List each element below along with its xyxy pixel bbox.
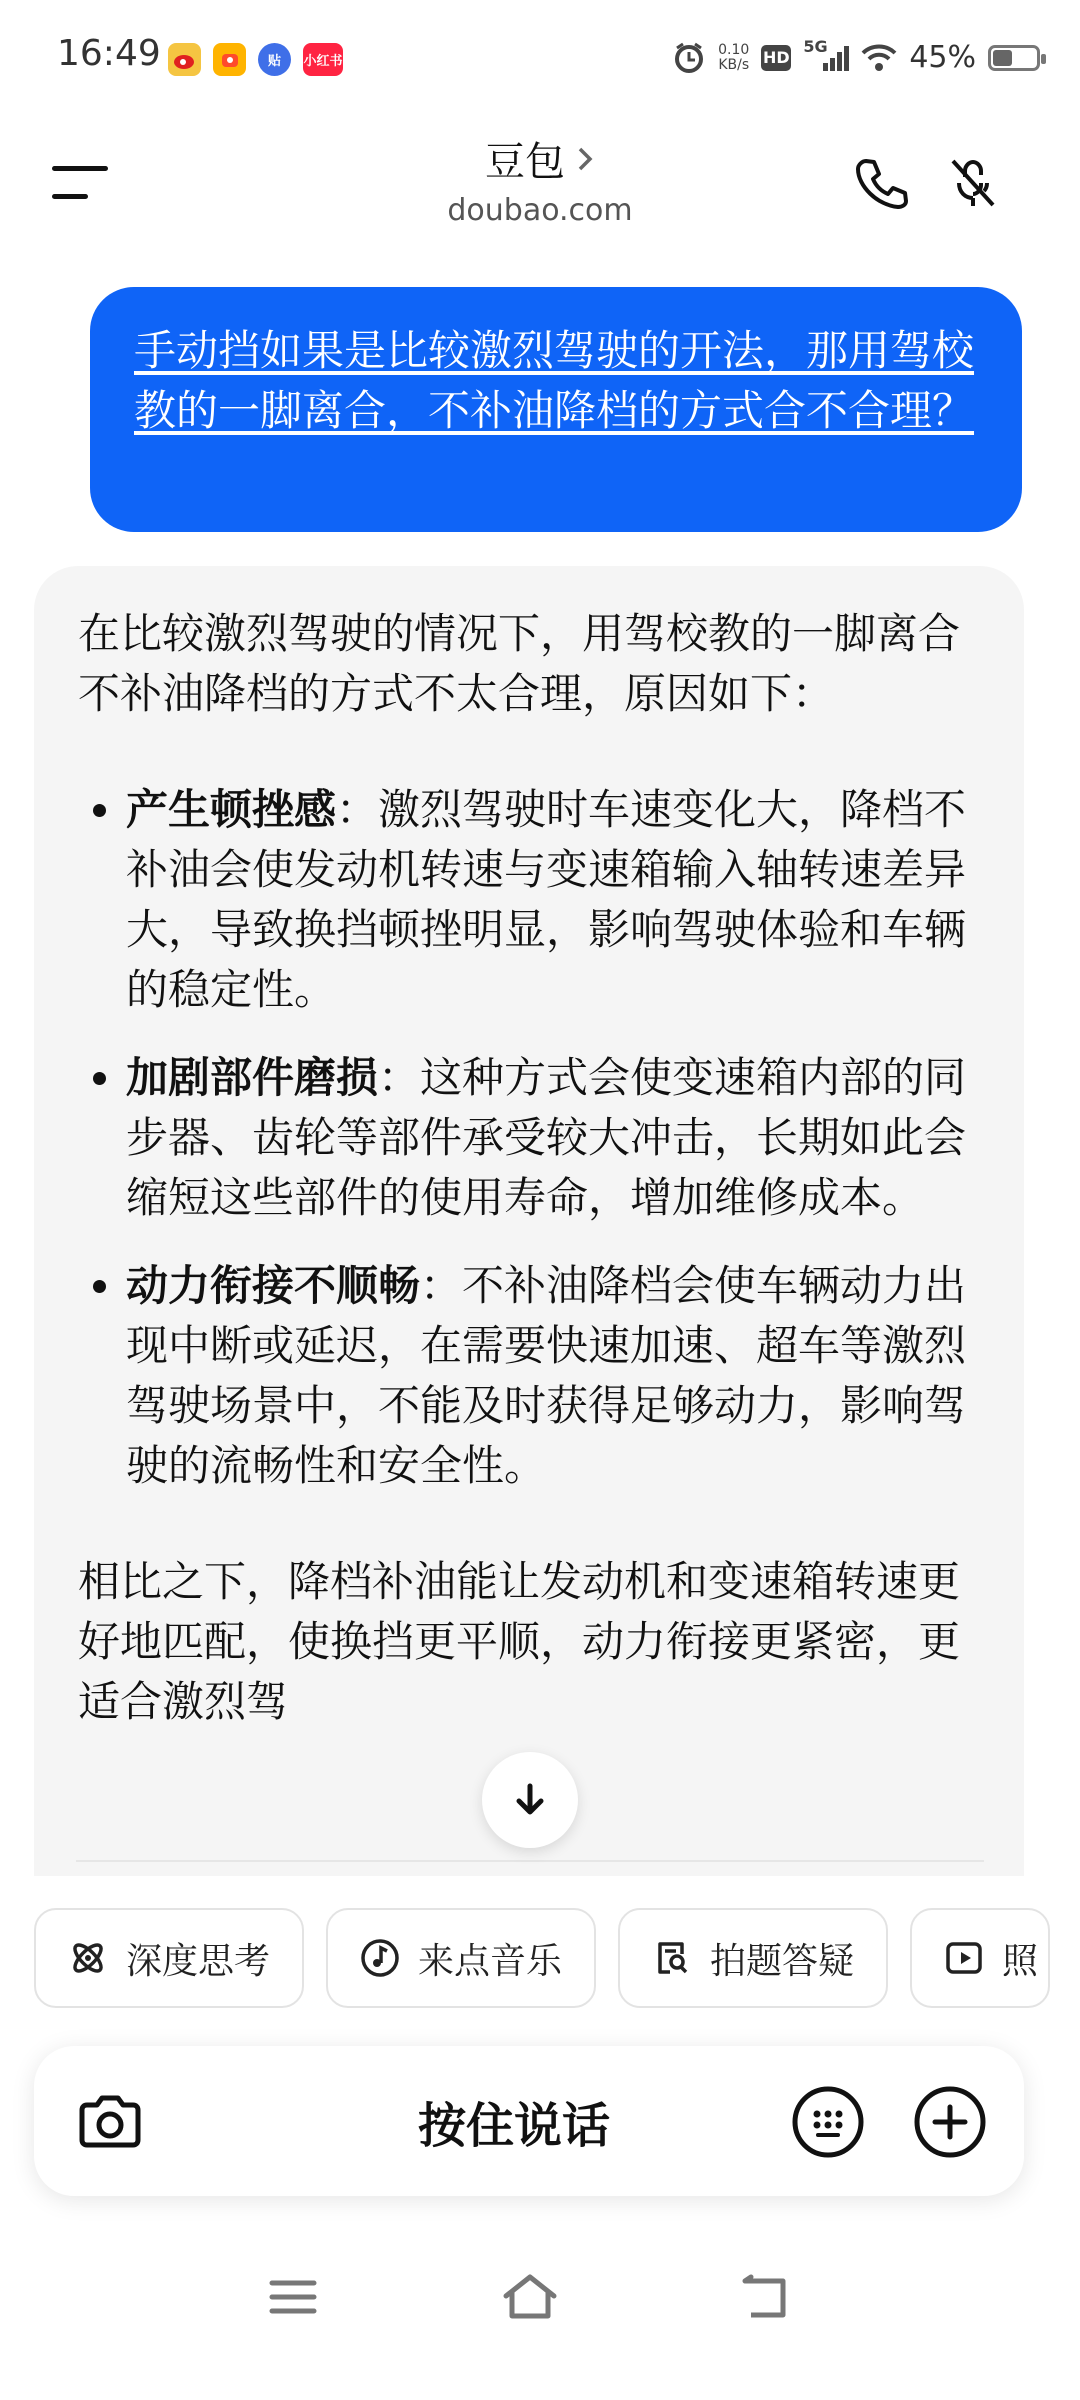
camera-icon[interactable] <box>70 2082 150 2162</box>
nav-menu-icon[interactable] <box>258 2262 328 2332</box>
title-text: 豆包 <box>485 139 565 185</box>
wifi-icon <box>861 44 897 72</box>
play-icon <box>944 1938 984 1978</box>
nav-home-icon[interactable] <box>495 2262 565 2332</box>
nav-back-icon[interactable] <box>730 2262 800 2332</box>
ai-response-card <box>34 566 1024 1876</box>
chip-photo[interactable] <box>910 1908 1050 2008</box>
hold-to-talk-button[interactable]: 按住说话 <box>417 2097 610 2154</box>
chip-label: 来点音乐 <box>418 1940 563 1982</box>
status-app-icons <box>168 43 343 76</box>
status-bar <box>0 0 1080 120</box>
signal-icon <box>803 36 849 73</box>
chip-photo-question[interactable] <box>618 1908 888 2008</box>
point-text: ：不补油降档会使车辆动力出现中断或延迟，在需要快速加速、超车等激烈驾驶场景中，不能及时获得足够动力，影响驾驶的流畅性和安全性。 <box>126 1261 967 1490</box>
divider <box>76 1860 984 1862</box>
chip-label: 拍题答疑 <box>710 1940 855 1982</box>
plus-icon[interactable] <box>912 2084 988 2160</box>
chip-music[interactable] <box>326 1908 596 2008</box>
ai-conclusion: 相比之下，降档补油能让发动机和变速箱转速更好地匹配，使换挡更平顺，动力衔接更紧密，更适合激烈驾 <box>78 1557 961 1726</box>
scroll-down-button[interactable] <box>482 1752 578 1848</box>
system-nav-bar <box>0 2240 1080 2400</box>
title-wrap <box>0 130 1080 228</box>
tieba-icon: 贴 <box>258 43 291 76</box>
list-item <box>126 780 976 1020</box>
arrow-down-icon <box>510 1780 550 1820</box>
point-title: 动力衔接不顺畅 <box>126 1261 421 1310</box>
search-doc-icon <box>652 1938 692 1978</box>
battery-text: 45% <box>909 40 976 75</box>
status-right <box>672 36 1040 75</box>
hd-badge: HD <box>761 45 791 71</box>
suggestion-chips <box>34 1908 1050 2008</box>
mute-icon[interactable] <box>938 148 1008 218</box>
input-bar <box>34 2046 1024 2196</box>
xiaohongshu-icon: 小红书 <box>303 43 343 76</box>
list-item <box>126 1048 976 1228</box>
title-domain: doubao.com <box>447 193 633 228</box>
atom-icon <box>68 1938 108 1978</box>
ai-intro: 在比较激烈驾驶的情况下，用驾校教的一脚离合不补油降档的方式不太合理，原因如下： <box>78 609 961 718</box>
list-item <box>126 1256 976 1496</box>
chip-label: 深度思考 <box>126 1940 271 1982</box>
user-message-text: 手动挡如果是比较激烈驾驶的开法，那用驾校教的一脚离合，不补油降档的方式合不合理？ <box>134 326 975 435</box>
ai-points-list <box>78 780 976 1496</box>
battery-icon <box>988 45 1040 71</box>
music-note-icon <box>360 1938 400 1978</box>
header <box>0 120 1080 270</box>
net-speed: 0.10 KB/s <box>718 41 750 73</box>
point-text: ：激烈驾驶时车速变化大，降档不补油会使发动机转速与变速箱输入轴转速差异大，导致换挡顿挫明显，影响驾驶体验和车辆的稳定性。 <box>126 785 967 1014</box>
point-title: 加剧部件磨损 <box>126 1053 379 1102</box>
phone-icon[interactable] <box>845 148 915 218</box>
emoji-keyboard-icon[interactable] <box>790 2084 866 2160</box>
user-message-bubble[interactable] <box>90 287 1022 532</box>
chip-deep-think[interactable] <box>34 1908 304 2008</box>
point-text: ：这种方式会使变速箱内部的同步器、齿轮等部件承受较大冲击，长期如此会缩短这些部件的使用寿命，增加维修成本。 <box>126 1053 967 1222</box>
status-time: 16:49 <box>57 33 161 74</box>
chevron-right-icon <box>575 145 595 173</box>
weibo-icon <box>168 43 201 76</box>
kuaishou-icon <box>213 43 246 76</box>
point-title: 产生顿挫感 <box>126 785 337 834</box>
alarm-icon <box>672 41 706 75</box>
chat-title[interactable] <box>485 130 595 187</box>
battery-fill <box>993 50 1012 66</box>
chip-label: 照 <box>1002 1940 1039 1982</box>
network-label: 5G <box>803 36 828 56</box>
